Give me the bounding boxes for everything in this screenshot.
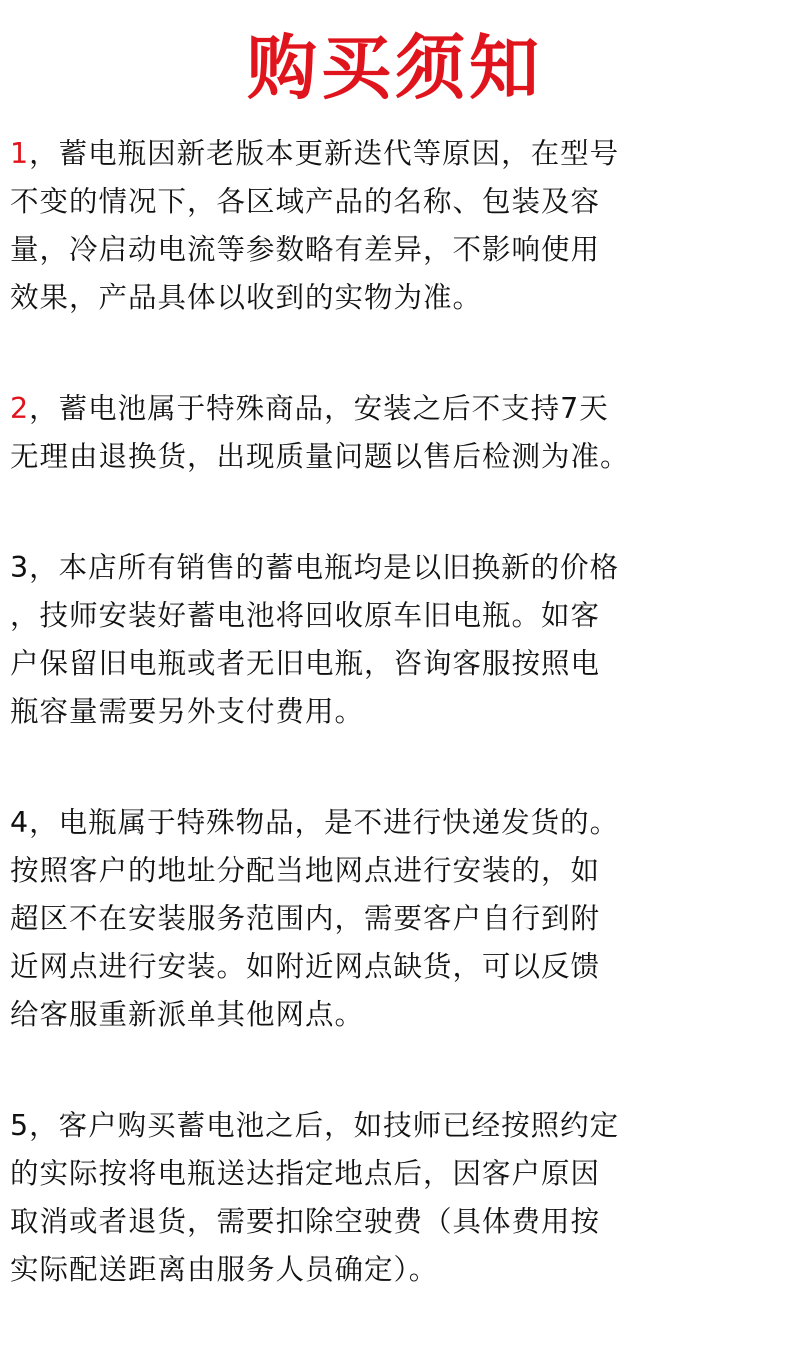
line-text: ，蓄电池属于特殊商品，安装之后不支持7天 <box>29 392 609 425</box>
item-number: 1 <box>10 137 30 170</box>
notice-line: 户保留旧电瓶或者无旧电瓶，咨询客服按照电 <box>10 647 601 680</box>
item-number: 4 <box>10 806 30 839</box>
item-number: 3 <box>10 551 30 584</box>
notice-line: 取消或者退货，需要扣除空驶费（具体费用按 <box>10 1205 601 1238</box>
notice-line: 按照客户的地址分配当地网点进行安装的，如 <box>10 854 601 887</box>
notice-line: 效果，产品具体以收到的实物为准。 <box>10 281 483 314</box>
line-text: ，蓄电瓶因新老版本更新迭代等原因，在型号 <box>29 137 620 170</box>
notice-item-5 <box>10 1102 785 1294</box>
notice-item-4 <box>10 799 785 1039</box>
notice-line: 无理由退换货，出现质量问题以售后检测为准。 <box>10 440 630 473</box>
item-number: 5 <box>10 1109 30 1142</box>
notice-line <box>10 385 785 433</box>
notice-line <box>10 799 785 847</box>
line-text: ，客户购买蓄电池之后，如技师已经按照约定 <box>29 1109 620 1142</box>
notice-line: 超区不在安装服务范围内，需要客户自行到附 <box>10 902 601 935</box>
notice-line: 近网点进行安装。如附近网点缺货，可以反馈 <box>10 950 601 983</box>
notice-item-1 <box>10 130 785 322</box>
notice-line: ，技师安装好蓄电池将回收原车旧电瓶。如客 <box>10 599 601 632</box>
line-text: ，电瓶属于特殊物品，是不进行快递发货的。 <box>29 806 620 839</box>
notice-list <box>10 130 785 1357</box>
notice-line: 不变的情况下，各区域产品的名称、包装及容 <box>10 185 601 218</box>
notice-item-3 <box>10 544 785 736</box>
line-text: ，本店所有销售的蓄电瓶均是以旧换新的价格 <box>29 551 620 584</box>
notice-line: 瓶容量需要另外支付费用。 <box>10 695 365 728</box>
item-number: 2 <box>10 392 30 425</box>
page-title: 购买须知 <box>247 27 543 109</box>
notice-line: 量，冷启动电流等参数略有差异，不影响使用 <box>10 233 601 266</box>
notice-line <box>10 130 785 178</box>
notice-line: 实际配送距离由服务人员确定）。 <box>10 1253 439 1286</box>
notice-line: 给客服重新派单其他网点。 <box>10 998 365 1031</box>
notice-line: 的实际按将电瓶送达指定地点后，因客户原因 <box>10 1157 601 1190</box>
notice-item-2 <box>10 385 785 481</box>
notice-line <box>10 544 785 592</box>
notice-line <box>10 1102 785 1150</box>
